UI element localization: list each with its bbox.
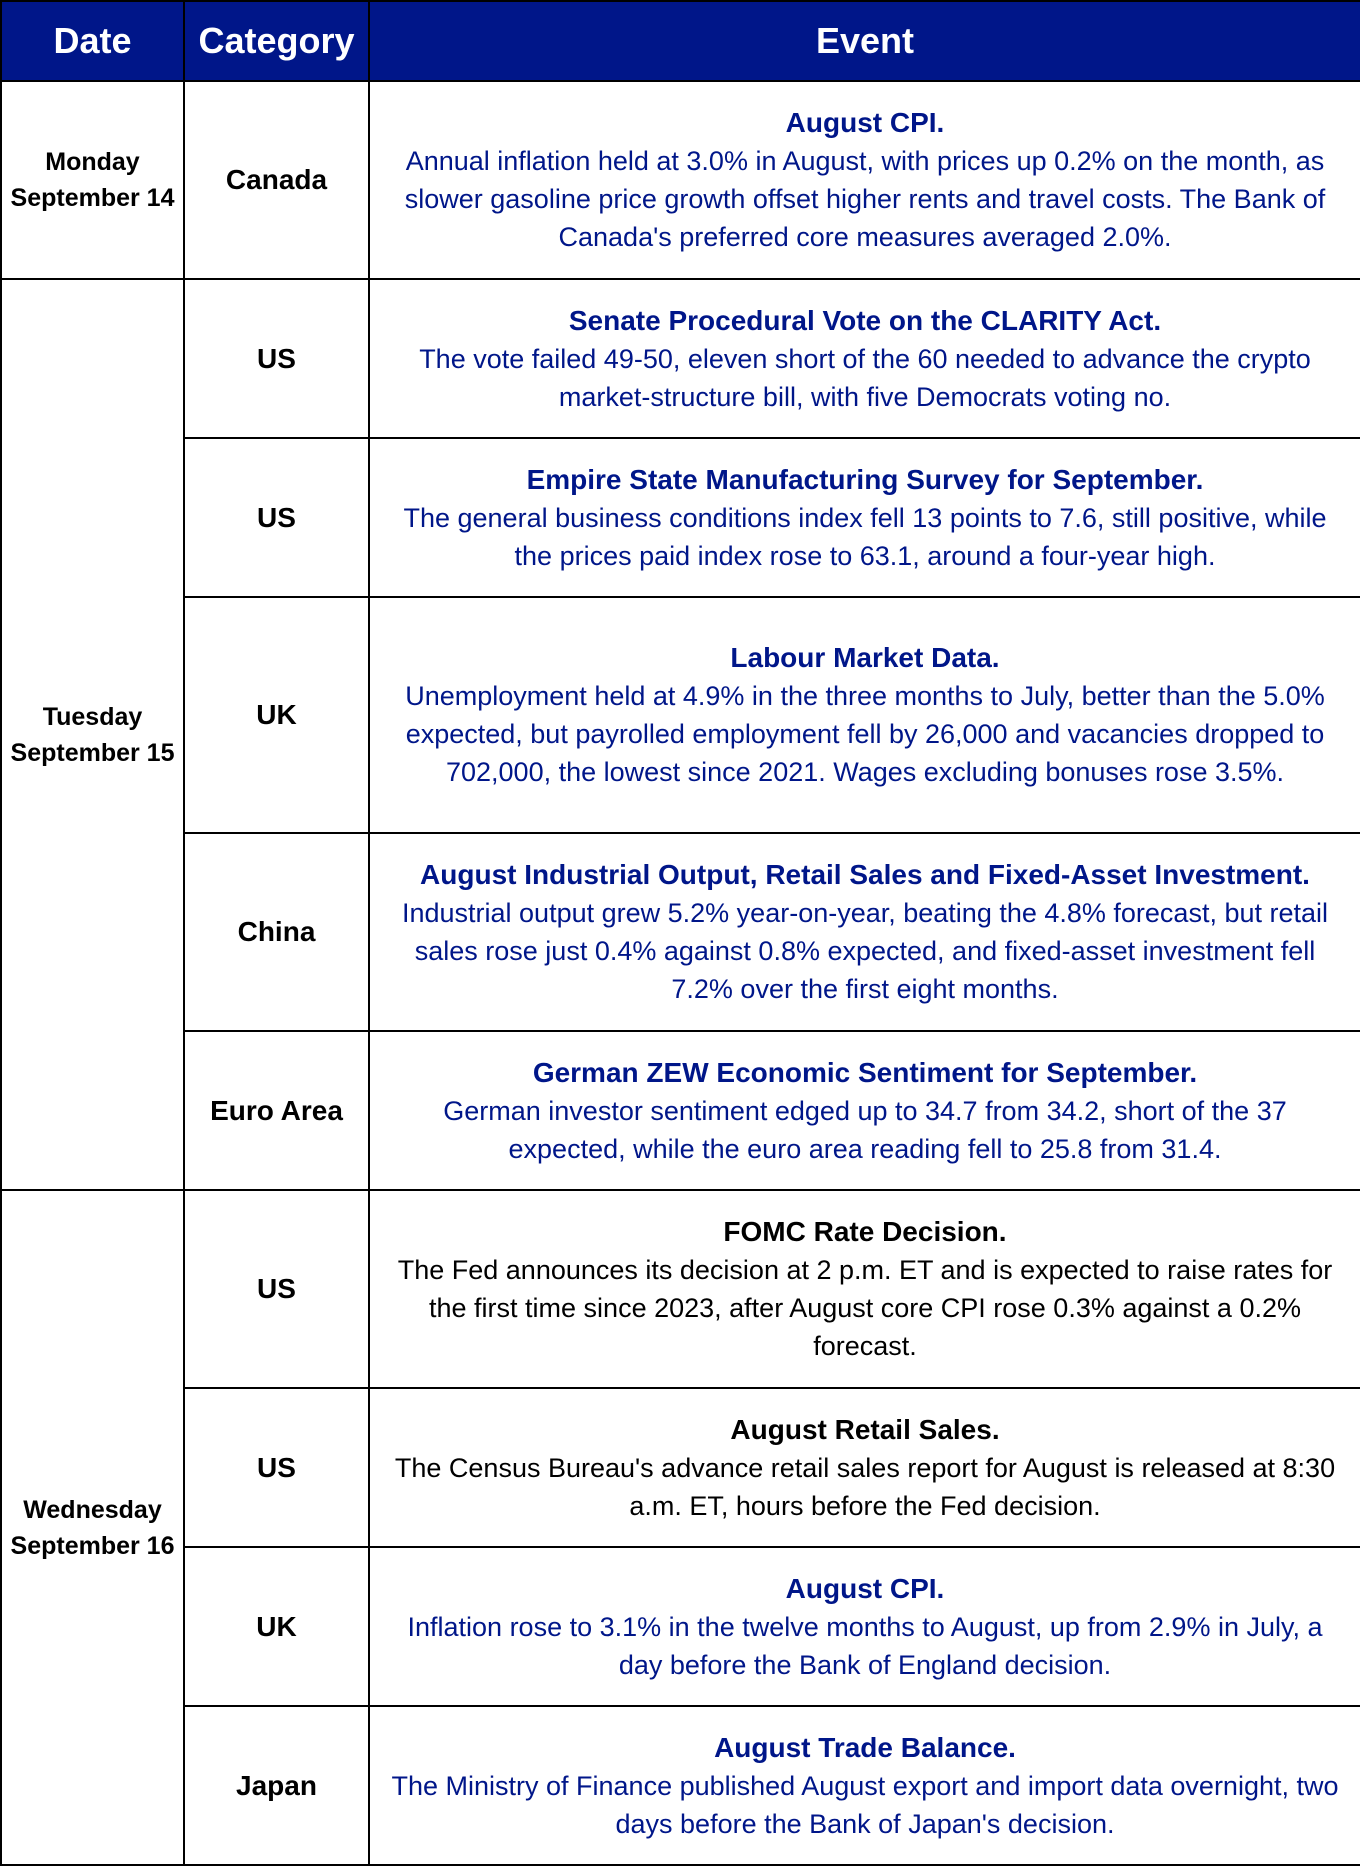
table-row: [1, 1031, 1360, 1190]
category-cell: UK: [184, 597, 369, 833]
event-description: The Census Bureau's advance retail sales report for August is released at 8:30 a.m. ET, hours before the Fed decision.: [394, 1452, 1336, 1521]
event-cell: [369, 1388, 1360, 1547]
event-cell: [369, 438, 1360, 597]
category-cell: UK: [184, 1547, 369, 1706]
event-description: Inflation rose to 3.1% in the twelve months to August, up from 2.9% in July, a day before the Bank of England decision.: [407, 1611, 1323, 1680]
header-row: [1, 1, 1360, 81]
header-date: Date: [1, 1, 184, 81]
table-row: [1, 597, 1360, 833]
event-title: August Retail Sales.: [730, 1413, 1000, 1445]
event-cell: [369, 597, 1360, 833]
event-description: The general business conditions index fell 13 points to 7.6, still positive, while the prices paid index rose to 63.1, around a four-year high.: [403, 502, 1327, 571]
date-cell-monday: [1, 81, 184, 279]
event-title: August CPI.: [785, 107, 945, 138]
table-row: [1, 1388, 1360, 1547]
event-title: Senate Procedural Vote on the CLARITY Act.: [568, 304, 1162, 336]
event-description: The Ministry of Finance published August export and import data overnight, two days before the Bank of Japan's decision.: [391, 1770, 1339, 1839]
table-row: [1, 833, 1360, 1031]
event-title: German ZEW Economic Sentiment for September.: [532, 1056, 1198, 1088]
event-title: August Trade Balance.: [714, 1731, 1016, 1763]
category-cell: Euro Area: [184, 1031, 369, 1190]
event-title: August CPI.: [785, 1572, 945, 1604]
event-title: FOMC Rate Decision.: [723, 1216, 1007, 1247]
date-cell-tuesday: [1, 279, 184, 1190]
day-date: September 14: [10, 184, 175, 212]
category-cell: Japan: [184, 1706, 369, 1865]
event-cell: [369, 1706, 1360, 1865]
event-title: Labour Market Data.: [730, 642, 1000, 673]
category-cell: US: [184, 279, 369, 438]
event-title: August Industrial Output, Retail Sales and Fixed-Asset Investment.: [420, 859, 1310, 890]
event-title: Empire State Manufacturing Survey for September.: [526, 463, 1204, 495]
day-name: Monday: [45, 148, 140, 176]
day-name: Tuesday: [42, 702, 143, 731]
event-description: Industrial output grew 5.2% year-on-year, beating the 4.8% forecast, but retail sales rose just 0.4% against 0.8% expected, and fixed-asset investment fell 7.2% over the first eight months.: [401, 898, 1329, 1004]
table-row: [1, 1547, 1360, 1706]
category-cell: Canada: [184, 81, 369, 279]
event-cell: [369, 1031, 1360, 1190]
table-row: [1, 279, 1360, 438]
category-cell: US: [184, 438, 369, 597]
day-date: September 15: [10, 738, 175, 767]
event-description: The vote failed 49-50, eleven short of the 60 needed to advance the crypto market-structure bill, with five Democrats voting no.: [419, 343, 1311, 412]
table-row: [1, 1190, 1360, 1388]
header-category: Category: [184, 1, 369, 81]
table-row: [1, 81, 1360, 279]
event-description: German investor sentiment edged up to 34.7 from 34.2, short of the 37 expected, while the euro area reading fell to 25.8 from 31.4.: [443, 1095, 1287, 1164]
event-cell: [369, 1547, 1360, 1706]
category-cell: China: [184, 833, 369, 1031]
category-cell: US: [184, 1388, 369, 1547]
table-row: [1, 1706, 1360, 1865]
table-row: [1, 438, 1360, 597]
date-cell-wednesday: [1, 1190, 184, 1865]
event-cell: [369, 1190, 1360, 1388]
event-cell: [369, 833, 1360, 1031]
event-description: The Fed announces its decision at 2 p.m. ET and is expected to raise rates for the first time since 2023, after August core CPI rose 0.3% against a 0.2% forecast.: [397, 1255, 1333, 1361]
header-event: Event: [369, 1, 1360, 81]
event-description: Annual inflation held at 3.0% in August, with prices up 0.2% on the month, as slower gasoline price growth offset higher rents and travel costs. The Bank of Canada's preferred core measures averaged 2.0%.: [404, 146, 1326, 252]
event-cell: [369, 279, 1360, 438]
day-date: September 16: [10, 1531, 175, 1560]
event-description: Unemployment held at 4.9% in the three months to July, better than the 5.0% expected, but payrolled employment fell by 26,000 and vacancies dropped to 702,000, the lowest since 2021. Wages excluding bonuses rose 3.5%.: [405, 681, 1325, 787]
category-cell: US: [184, 1190, 369, 1388]
event-cell: [369, 81, 1360, 279]
day-name: Wednesday: [23, 1495, 162, 1524]
